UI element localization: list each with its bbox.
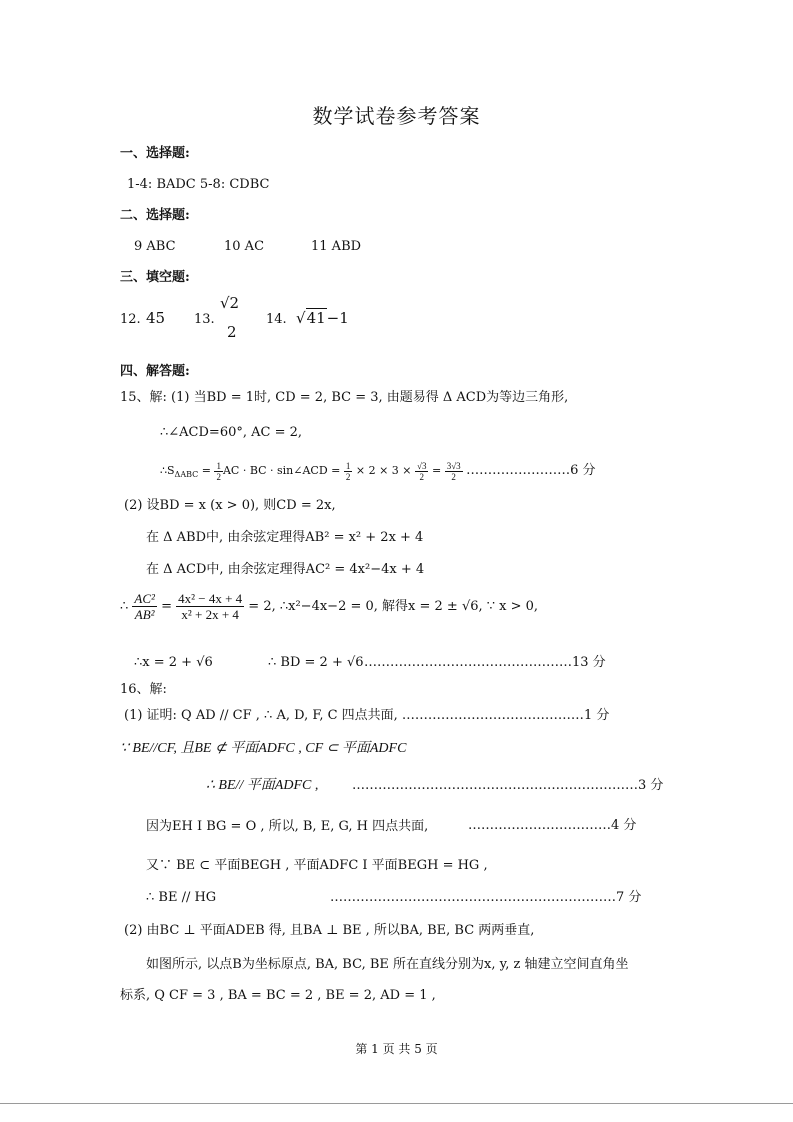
p15-dots-1: …………………… — [466, 463, 571, 478]
p15-frac-ac-ab-den: AB² — [134, 607, 155, 622]
p15-eq: = — [198, 464, 215, 477]
p15-line-2: ∴∠ACD=60°, AC = 2, — [160, 425, 303, 440]
section-heading-choice: 一、选择题: — [120, 146, 190, 161]
p15-frac-ac-ab — [132, 591, 157, 622]
p15-frac-poly-den: x² + 2x + 4 — [181, 607, 239, 622]
p16-score-3: 3 分 — [638, 778, 664, 793]
answer-10: 10 AC — [224, 239, 265, 254]
p15-frac-half-1 — [214, 461, 223, 482]
p16-line-4: ∴ BE// 平面ADFC , — [206, 778, 319, 793]
q14-answer: √41−1 — [296, 309, 349, 327]
p15-frac-half-2-num: 1 — [345, 460, 351, 471]
section-heading-fill: 三、填空题: — [120, 270, 190, 285]
p16-line-3: ∵ BE//CF, 且BE ⊄ 平面ADFC , CF ⊂ 平面ADFC — [120, 741, 407, 756]
p15-line-4: (2) 设BD = x (x > 0), 则CD = 2x, — [124, 498, 336, 513]
p16-dots-4: …………………………… — [468, 818, 611, 833]
p15-ratio-line: ∴ $\frac{\text{AC²}}{\text{AB²}}$ = $\frac{\text{4x² − 4x + 4}}{\text{x² + 2x + 4}}$ = 2, ∴x²−4x−2 = 0, 解得x = 2 ± √6, ∵ x > 0, — [120, 591, 539, 622]
q13-denominator: 2 — [227, 323, 237, 341]
p15-dots-2 — [364, 654, 606, 672]
p15-mid: AC · BC · sin∠ACD = — [222, 464, 344, 477]
q14-tail: −1 — [326, 309, 349, 327]
q12-label: 12. — [120, 312, 141, 327]
p15-frac-half-1-num: 1 — [216, 460, 221, 471]
q12-answer: 45 — [146, 309, 166, 327]
p16-score-4: 4 分 — [611, 818, 637, 833]
p15-frac-result-den: 2 — [451, 471, 456, 482]
p15-area-formula — [160, 456, 596, 490]
p16-line-9: 如图所示, 以点B为坐标原点, BA, BC, BE 所在直线分别为x, y, z 轴建立空间直角坐 — [146, 957, 629, 972]
p15-area-s: ∴S — [160, 464, 175, 477]
page-footer: 第 1 页 共 5 页 — [355, 1042, 438, 1056]
p16-line-5-dots — [468, 817, 636, 835]
p15-ratio-tail: = 2, ∴x²−4x−2 = 0, 解得x = 2 ± √6, ∵ x > 0, — [244, 599, 539, 614]
q13-numerator: √2 — [220, 294, 240, 312]
p15-eq2: = — [428, 464, 445, 477]
q14-label: 14. — [266, 312, 287, 327]
p15-frac-poly — [176, 591, 244, 622]
p15-score-13: 13 分 — [572, 655, 606, 670]
p16-line-10: 标系, Q CF = 3 , BA = BC = 2 , BE = 2, AD = 1 , — [120, 988, 436, 1003]
p16-dots-3: ………………………………………………………… — [352, 778, 638, 793]
p16-line-5: 因为EH I BG = O , 所以, B, E, G, H 四点共面, — [146, 819, 429, 834]
p15-frac-root3 — [415, 461, 428, 482]
p16-score-1: 1 分 — [583, 708, 610, 723]
p15-dots-2-text: ………………………………………… — [364, 655, 572, 670]
p16-line-2 — [124, 707, 609, 725]
choice-answers-1-8: 1-4: BADC 5-8: CDBC — [127, 177, 270, 192]
p15-frac-root3-num: √3 — [417, 460, 427, 471]
p16-line-7: ∴ BE // HG — [146, 890, 217, 905]
answer-11: 11 ABD — [311, 239, 362, 254]
p15-x-value: ∴x = 2 + √6 — [134, 655, 213, 670]
p15-frac-root3-den: 2 — [419, 471, 424, 482]
p15-frac-poly-num: 4x² − 4x + 4 — [178, 591, 243, 606]
p16-line-7-dots — [330, 889, 641, 907]
answer-9: 9 ABC — [134, 239, 176, 254]
p15-frac-result-num: 3√3 — [446, 460, 461, 471]
p15-bd-value: ∴ BD = 2 + √6 — [268, 655, 364, 670]
p16-line-2-text: (1) 证明: Q AD // CF , ∴ A, D, F, C 四点共面, …………………………………… — [124, 708, 584, 723]
p15-score-6: 6 分 — [570, 463, 596, 478]
p15-line-6: 在 Δ ACD中, 由余弦定理得AC² = 4x²−4x + 4 — [146, 562, 425, 577]
p15-therefore: ∴ — [120, 599, 129, 614]
p15-frac-half-2-den: 2 — [345, 471, 351, 482]
p15-frac-result — [445, 461, 463, 482]
page-title: 数学试卷参考答案 — [312, 104, 481, 128]
p16-dots-7: ………………………………………………………… — [330, 890, 616, 905]
section-heading-multi-choice: 二、选择题: — [120, 208, 190, 223]
p15-line-1: 15、解: (1) 当BD = 1时, CD = 2, BC = 3, 由题易得 Δ ACD为等边三角形, — [120, 390, 569, 405]
p16-line-4-dots — [352, 777, 663, 795]
q14-radicand: 41 — [306, 309, 326, 327]
p16-line-8: (2) 由BC ⊥ 平面ADEB 得, 且BA ⊥ BE , 所以BA, BE, BC 两两垂直, — [124, 923, 535, 938]
p15-frac-ac-ab-num: AC² — [134, 591, 155, 606]
bottom-divider — [0, 1103, 793, 1104]
p15-mid2: × 2 × 3 × — [352, 464, 416, 477]
p15-line-5: 在 Δ ABD中, 由余弦定理得AB² = x² + 2x + 4 — [146, 530, 424, 545]
p16-line-6: 又∵ BE ⊂ 平面BEGH , 平面ADFC I 平面BEGH = HG , — [146, 858, 488, 873]
p15-area-sub: ΔABC — [174, 470, 199, 480]
q13-label: 13. — [194, 312, 215, 327]
section-heading-solutions: 四、解答题: — [120, 364, 190, 379]
p16-line-1: 16、解: — [120, 682, 167, 697]
p15-frac-half-1-den: 2 — [216, 471, 221, 482]
p16-score-7: 7 分 — [616, 890, 642, 905]
